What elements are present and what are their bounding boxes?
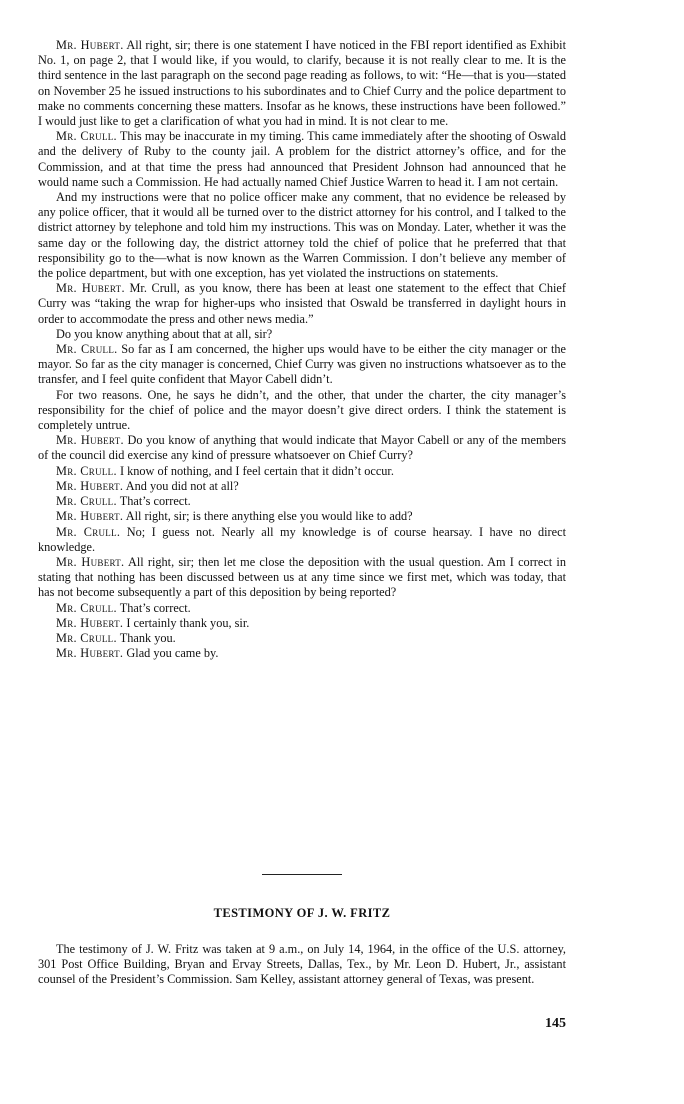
transcript-paragraph	[38, 479, 566, 494]
speaker-label: Mr. Hubert.	[56, 281, 125, 296]
paragraph-text: That’s correct.	[119, 600, 191, 615]
paragraph-text: I certainly thank you, sir.	[126, 615, 250, 630]
speaker-label: Mr. Hubert.	[56, 509, 124, 524]
paragraph-text: This may be inaccurate in my timing. This came immediately after the shooting of Oswald and the delivery of Ruby to the county jail. A problem for the district attorney’s office, and for the Commission, and at that time the press had announced that President Johnson had announced that he would name such a Commission. He had actually named Chief Justice Warren to head it. I am not certain.	[38, 129, 566, 189]
transcript-paragraph	[38, 555, 566, 601]
speaker-label: Mr. Hubert.	[56, 433, 124, 448]
speaker-label: Mr. Crull.	[56, 630, 117, 645]
speaker-label: Mr. Hubert.	[56, 38, 124, 52]
paragraph-text: Thank you.	[119, 630, 176, 645]
transcript-paragraph	[38, 433, 566, 463]
paragraph-text: Do you know anything about that at all, sir?	[56, 326, 273, 341]
deposition-transcript	[38, 38, 566, 661]
paragraph-text: That’s correct.	[119, 494, 191, 509]
transcript-paragraph	[38, 38, 566, 129]
transcript-paragraph	[38, 646, 566, 661]
speaker-label: Mr. Hubert.	[56, 478, 124, 493]
transcript-paragraph	[38, 616, 566, 631]
transcript-paragraph	[38, 601, 566, 616]
page-number: 145	[545, 1016, 566, 1031]
transcript-paragraph	[38, 327, 566, 342]
speaker-label: Mr. Crull.	[56, 342, 118, 357]
speaker-label: Mr. Hubert.	[56, 646, 124, 661]
transcript-paragraph	[38, 509, 566, 524]
transcript-paragraph	[38, 494, 566, 509]
transcript-paragraph	[38, 464, 566, 479]
speaker-label: Mr. Crull.	[56, 463, 117, 478]
paragraph-text: Do you know of anything that would indicate that Mayor Cabell or any of the members of the council did exercise any kind of pressure whatsoever on Chief Curry?	[38, 433, 567, 463]
paragraph-text: I know of nothing, and I feel certain that it didn’t occur.	[119, 463, 394, 478]
transcript-paragraph	[38, 190, 566, 281]
section-divider	[262, 874, 342, 875]
paragraph-text: All right, sir; there is one statement I have noticed in the FBI report identified as Exhibit No. 1, on page 2, that I would like, if you would, to clarify, because it is not really clear to me. It is the third sentence in the last paragraph on the second page reading as follows, to wit: “He—that is you—stated on November 25 he issued instructions to his subordinates and to Chief Curry and the police department to make no comments concerning these matters. Insofar as he knows, these instructions have been followed.” I would just like to get a clarification of what you had in mind. It is not clear to me.	[38, 38, 566, 129]
speaker-label: Mr. Crull.	[56, 494, 117, 509]
speaker-label: Mr. Hubert.	[56, 554, 125, 569]
section-heading: TESTIMONY OF J. W. FRITZ	[213, 906, 391, 920]
transcript-paragraph	[38, 342, 566, 388]
paragraph-text: Mr. Crull, as you know, there has been at least one statement to the effect that Chief Curry was “taking the wrap for higher-ups who insisted that Oswald be transferred in daylight hours in order to accommodate the press and other news media.”	[38, 281, 566, 326]
paragraph-text: All right, sir; then let me close the deposition with the usual question. Am I correct in stating that nothing has been discussed between us at any time since we first met, which was today, that has not become subsequently a part of this deposition by being reported?	[38, 554, 566, 600]
paragraph-text: And my instructions were that no police officer make any comment, that no evidence be released by any police officer, that it would all be turned over to the district attorney for his control, and I talked to the district attorney by telephone and told him my instructions. This was on Monday. Later, whether it was the same day or the following day, the district attorney told the chief of police that he preferred that that responsibility go to the—what is now known as the Warren Commission. I don’t believe any member of the police department, but with one exception, has yet violated the instructions on statements.	[38, 190, 566, 281]
transcript-paragraph	[38, 129, 566, 190]
transcript-paragraph	[38, 525, 566, 555]
transcript-paragraph	[38, 631, 566, 646]
speaker-label: Mr. Crull.	[56, 129, 117, 144]
speaker-label: Mr. Crull.	[56, 600, 117, 615]
transcript-paragraph	[38, 281, 566, 327]
paragraph-text: Glad you came by.	[126, 646, 219, 661]
speaker-label: Mr. Crull.	[56, 524, 121, 539]
paragraph-text: For two reasons. One, he says he didn’t, and the other, that under the charter, the city manager’s responsibility for the chief of police and the mayor doesn’t give direct orders. I think the statement is completely untrue.	[38, 387, 566, 433]
paragraph-text: So far as I am concerned, the higher ups would have to be either the city manager or the mayor. So far as the city manager is concerned, Chief Curry was given no instructions whatsoever as to the transfer, and I feel quite confident that Mayor Cabell didn’t.	[38, 342, 566, 387]
speaker-label: Mr. Hubert.	[56, 615, 124, 630]
paragraph-text: No; I guess not. Nearly all my knowledge is of course hearsay. I have no direct knowledge.	[38, 524, 566, 554]
testimony-intro: The testimony of J. W. Fritz was taken at 9 a.m., on July 14, 1964, in the office of the U.S. attorney, 301 Post Office Building, Bryan and Ervay Streets, Dallas, Tex., by Mr. Leon D. Hubert, Jr., assistant counsel of the President’s Commission. Sam Kelley, assistant attorney general of Texas, was present.	[38, 942, 566, 987]
paragraph-text: All right, sir; is there anything else you would like to add?	[125, 509, 413, 524]
paragraph-text: And you did not at all?	[125, 478, 239, 493]
transcript-paragraph	[38, 388, 566, 434]
